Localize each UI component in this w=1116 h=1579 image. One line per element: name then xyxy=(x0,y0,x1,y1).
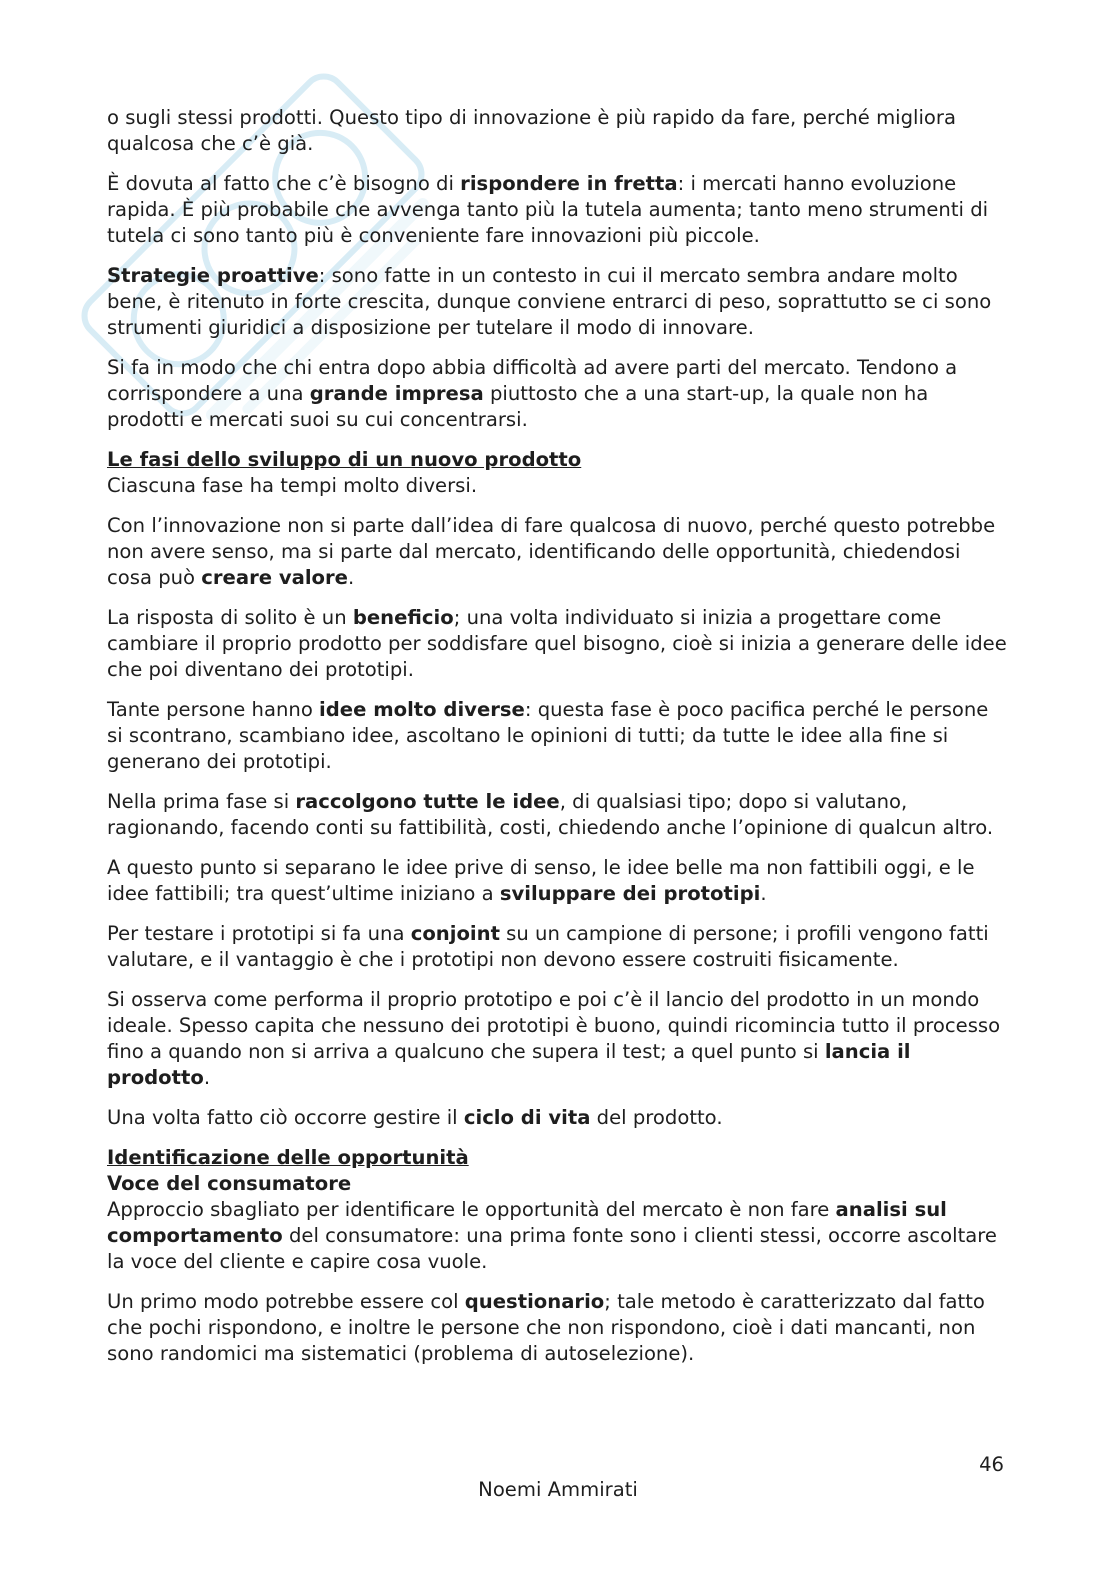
paragraph xyxy=(107,855,1007,907)
text-run: Si fa in modo che chi entra dopo abbia difficoltà ad avere parti del mercato. Tendono a corrispondere a una xyxy=(107,356,958,405)
text-run: del consumatore: una prima fonte sono i clienti stessi, occorre ascoltare la voce del cliente e capire cosa vuole. xyxy=(107,1224,997,1273)
paragraph xyxy=(107,473,1007,499)
text-run: Nella prima fase si xyxy=(107,790,296,813)
subsection-heading: Voce del consumatore xyxy=(107,1172,352,1195)
text-run: ; tale metodo è caratterizzato dal fatto che pochi rispondono, e inoltre le persone che non rispondono, cioè i dati mancanti, non sono randomici ma sistematici (problema di autoselezione). xyxy=(107,1290,985,1365)
text-run: Si osserva come performa il proprio prototipo e poi c’è il lancio del prodotto in un mondo ideale. Spesso capita che nessuno dei prototipi è buono, quindi ricomincia tutto il processo fino a quando non si arriva a qualcuno che supera il test; a quel punto si xyxy=(107,988,1001,1063)
bold-term: rispondere in fretta xyxy=(460,172,678,195)
text-run: Con l’innovazione non si parte dall’idea di fare qualcosa di nuovo, perché questo potrebbe non avere senso, ma si parte dal mercato, identificando delle opportunità, chiedendosi cosa può xyxy=(107,514,996,589)
text-run: : i mercati hanno evoluzione rapida. È più probabile che avvenga tanto più la tutela aumenta; tanto meno strumenti di tutela ci sono tanto più è conveniente fare innovazioni più piccole. xyxy=(107,172,989,247)
text-run: Tante persone hanno xyxy=(107,698,320,721)
bold-term: creare valore xyxy=(201,566,348,589)
text-run: È dovuta al fatto che c’è bisogno di xyxy=(107,172,461,195)
bold-term: Strategie proattive xyxy=(107,264,319,287)
bold-term: grande impresa xyxy=(309,382,484,405)
text-run: Per testare i prototipi si fa una xyxy=(107,922,411,945)
paragraph xyxy=(107,697,1007,775)
paragraph xyxy=(107,1105,1007,1131)
paragraph xyxy=(107,605,1007,683)
text-run: su un campione di persone; i profili vengono fatti valutare, e il vantaggio è che i prototipi non devono essere costruiti fisicamente. xyxy=(107,922,989,971)
bold-term: sviluppare dei prototipi xyxy=(499,882,761,905)
bold-term: analisi sul comportamento xyxy=(107,1198,947,1247)
paragraph xyxy=(107,105,1007,157)
text-run: A questo punto si separano le idee prive di senso, le idee belle ma non fattibili oggi, e le idee fattibili; tra quest’ultime iniziano a xyxy=(107,856,975,905)
bold-term: beneficio xyxy=(352,606,454,629)
page-body xyxy=(107,105,1007,1381)
bold-term: raccolgono tutte le idee xyxy=(295,790,560,813)
paragraph xyxy=(107,789,1007,841)
bold-term: questionario xyxy=(464,1290,605,1313)
bold-term: lancia il prodotto xyxy=(107,1040,911,1089)
paragraph xyxy=(107,263,1007,341)
paragraph-text: o sugli stessi prodotti. Questo tipo di innovazione è più rapido da fare, perché migliora qualcosa che c’è già. xyxy=(107,106,956,155)
bold-term: ciclo di vita xyxy=(463,1106,591,1129)
text-run: : questa fase è poco pacifica perché le persone si scontrano, scambiano idee, ascoltano le opinioni di tutti; da tutte le idee alla fine si generano dei prototipi. xyxy=(107,698,989,773)
paragraph xyxy=(107,987,1007,1091)
text-run: : sono fatte in un contesto in cui il mercato sembra andare molto bene, è ritenuto in forte crescita, dunque conviene entrarci di peso, soprattutto se ci sono strumenti giuridici a disposizione per tutelare il modo di innovare. xyxy=(107,264,992,339)
bold-term: idee molto diverse xyxy=(319,698,525,721)
text-run: Approccio sbagliato per identificare le opportunità del mercato è non fare xyxy=(107,1198,836,1221)
text-run: ; una volta individuato si inizia a progettare come cambiare il proprio prodotto per soddisfare quel bisogno, cioè si inizia a generare delle idee che poi diventano dei prototipi. xyxy=(107,606,1007,681)
bold-term: conjoint xyxy=(410,922,500,945)
paragraph-text: Ciascuna fase ha tempi molto diversi. xyxy=(107,474,478,497)
footer-author: Noemi Ammirati xyxy=(478,1478,638,1501)
paragraph xyxy=(107,171,1007,249)
paragraph xyxy=(107,921,1007,973)
text-run: , di qualsiasi tipo; dopo si valutano, ragionando, facendo conti su fattibilità, costi, chiedendo anche l’opinione di qualcun altro. xyxy=(107,790,994,839)
text-run: La risposta di solito è un xyxy=(107,606,353,629)
text-run: . xyxy=(760,882,767,905)
text-run: piuttosto che a una start-up, la quale non ha prodotti e mercati suoi su cui concentrarsi. xyxy=(107,382,929,431)
page-number: 46 xyxy=(979,1453,1004,1476)
paragraph xyxy=(107,1197,1007,1275)
text-run: . xyxy=(347,566,355,589)
paragraph xyxy=(107,355,1007,433)
text-run: . xyxy=(203,1066,211,1089)
section-heading: Identificazione delle opportunità xyxy=(107,1146,469,1169)
paragraph xyxy=(107,513,1007,591)
paragraph xyxy=(107,1289,1007,1367)
section-heading: Le fasi dello sviluppo di un nuovo prodotto xyxy=(107,448,582,471)
text-run: Una volta fatto ciò occorre gestire il xyxy=(107,1106,464,1129)
text-run: del prodotto. xyxy=(590,1106,723,1129)
text-run: Un primo modo potrebbe essere col xyxy=(107,1290,465,1313)
